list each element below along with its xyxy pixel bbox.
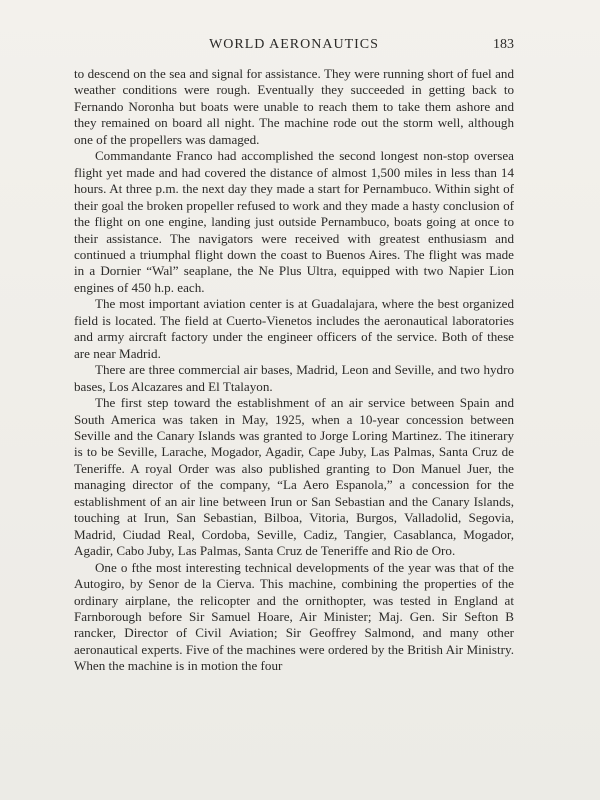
running-header <box>74 37 514 55</box>
paragraph-autogiro: One o fthe most interesting technical developments of the year was that of the Autogiro, by Senor de la Cierva. This machine, combining the properties of the ordinary airplane, the relicopter and the ornithopter, was tested in England at Farnborough before Sir Samuel Hoare, Air Minister; Maj. Gen. Sir Sefton B rancker, Director of Civil Aviation; Sir Geoffrey Salmond, and many other aeronautical experts. Five of the machines were ordered by the British Air Ministry. When the machine is in motion the four <box>74 559 514 674</box>
paragraph-continued: to descend on the sea and signal for assistance. They were running short of fuel and weather conditions were rough. Eventually they succeeded in getting back to Fernando Noronha but boats were unable to reach them to take them ashore and they remained on board all night. The machine rode out the storm well, although one of the propellers was damaged. <box>74 66 514 147</box>
page-number: 183 <box>493 37 514 52</box>
paragraph-aviation-center: The most important aviation center is at Guadalajara, where the best organized field is located. The field at Cuerto-Vienetos includes the aeronautical laboratories and army aircraft factory under the engineer officers of the service. Both of these are near Madrid. <box>74 296 514 361</box>
paragraph-air-bases: There are three commercial air bases, Madrid, Leon and Seville, and two hydro bases, Los Alcazares and El Ttalayon. <box>74 362 514 394</box>
paragraph-air-service: The first step toward the establishment of an air service between Spain and South America was taken in May, 1925, when a 10-year concession between Seville and the Canary Islands was granted to Jorge Loring Martinez. The itinerary is to be Seville, Larache, Mogador, Agadir, Cape Juby, Las Palmas, Santa Cruz de Teneriffe. A royal Order was also published granting to Don Manuel Juer, the managing director of the company, “La Aero Espanola,” a concession for the establishment of an air line between Irun or San Sebastian and the Canary Islands, touching at Irun, San Sebastian, Bilboa, Vitoria, Burgos, Valladolid, Segovia, Madrid, Ciudad Real, Cordoba, Seville, Cadiz, Tangier, Casablanca, Mogador, Agadir, Cabo Juby, Las Palmas, Santa Cruz de Teneriffe and Rio de Oro. <box>74 395 514 559</box>
running-title: WORLD AERONAUTICS <box>209 37 379 52</box>
body-text <box>74 66 514 675</box>
paragraph-franco-flight: Commandante Franco had accomplished the second longest non-stop oversea flight yet made and had covered the distance of almost 1,500 miles in less than 14 hours. At three p.m. the next day they made a start for Pernambuco. Within sight of their goal the broken propeller refused to work and they made a hasty conclusion of the flight on one engine, landing just outside Pernambuco, boats going at once to their assistance. The navigators were received with greatest enthusiasm and continued a triumphal flight down the coast to Buenos Aires. The flight was made in a Dornier “Wal” seaplane, the Ne Plus Ultra, equipped with two Napier Lion engines of 450 h.p. each. <box>74 148 514 295</box>
